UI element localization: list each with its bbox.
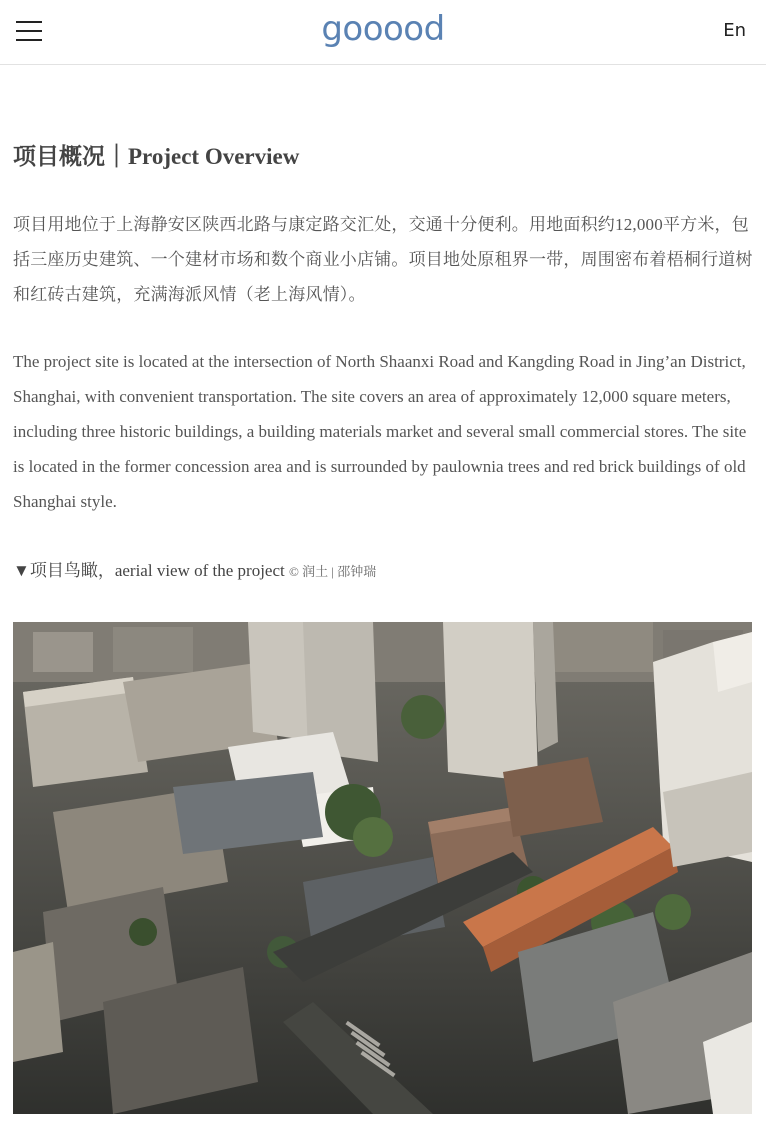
site-logo[interactable]: gooood <box>321 9 445 49</box>
section-heading: 项目概况｜Project Overview <box>13 144 300 169</box>
menu-line <box>16 21 42 23</box>
english-paragraph: The project site is located at the intersection of North Shaanxi Road and Kangding Road in Jing’an District, Shanghai, with convenient transportation. The site covers an area of approximately 12,000 square meters, including three historic buildings, a building materials market and several small commercial stores. The site is located in the former concession area and is surrounded by paulownia trees and red brick buildings of old Shanghai style. <box>13 352 747 511</box>
aerial-photo-illustration <box>13 622 752 1114</box>
photo-credit: © 润土 | 邵钟瑞 <box>289 564 377 579</box>
image-caption <box>13 556 753 581</box>
language-switch-button[interactable]: En <box>723 20 746 41</box>
caption-text: ▼项目鸟瞰，aerial view of the project <box>13 561 285 580</box>
hamburger-menu-icon[interactable] <box>14 18 44 44</box>
aerial-photo[interactable] <box>13 622 752 1114</box>
menu-line <box>16 30 42 32</box>
chinese-paragraph: 项目用地位于上海静安区陕西北路与康定路交汇处，交通十分便利。用地面积约12,000平方米，包括三座历史建筑、一个建材市场和数个商业小店铺。项目地处原租界一带，周围密布着梧桐行道树和红砖古建筑，充满海派风情（老上海风情）。 <box>13 215 753 304</box>
top-navigation-bar <box>0 0 766 65</box>
menu-line <box>16 39 42 41</box>
